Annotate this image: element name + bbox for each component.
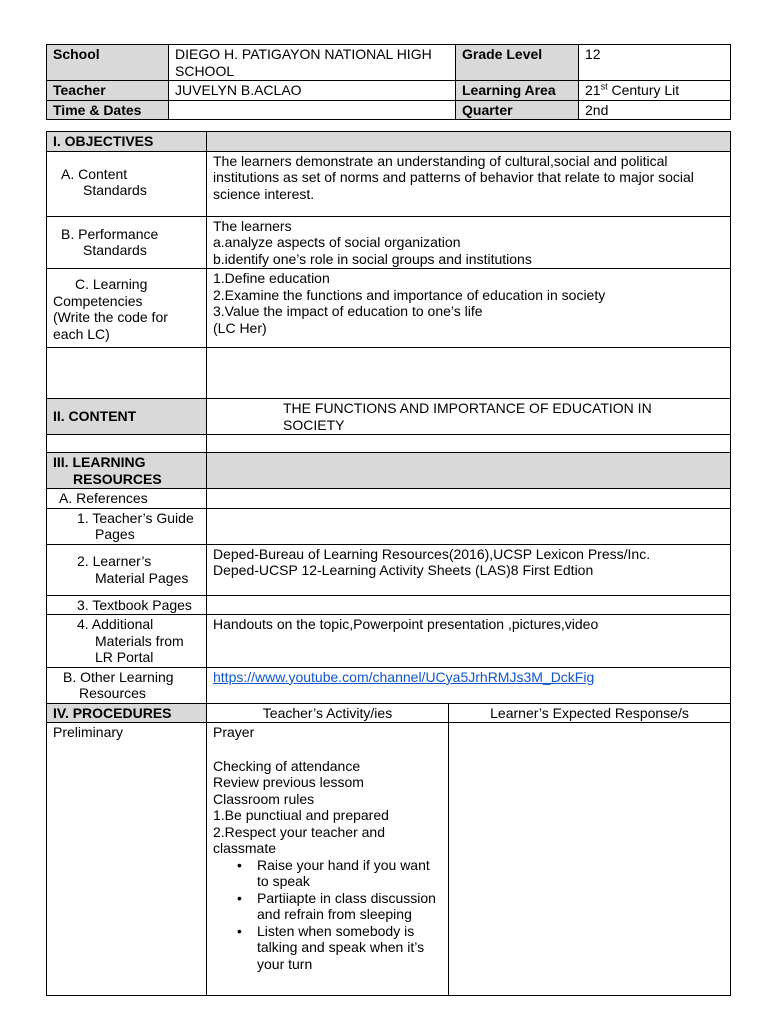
list-item: • Partiiapte in class discussion and refrain from sleeping bbox=[237, 889, 436, 923]
objectives-heading: I. OBJECTIVES bbox=[47, 132, 207, 152]
learning-competencies-label: C. Learning Competencies (Write the code for each LC) bbox=[47, 269, 207, 348]
bullet-icon: • bbox=[237, 856, 242, 873]
textbook-pages-label: 3. Textbook Pages bbox=[47, 595, 207, 615]
procedures-heading: IV. PROCEDURES bbox=[47, 703, 207, 723]
quarter-value: 2nd bbox=[579, 100, 731, 120]
additional-materials-label: 4. Additional Materials from LR Portal bbox=[47, 615, 207, 668]
other-resources-label: B. Other Learning Resources bbox=[47, 667, 207, 703]
learner-response-header: Learner’s Expected Response/s bbox=[449, 703, 731, 723]
header-table bbox=[46, 44, 731, 120]
preliminary-label: Preliminary bbox=[47, 723, 207, 996]
list-item: • Raise your hand if you want to speak bbox=[237, 856, 430, 890]
content-standards-label: A. Content Standards bbox=[47, 151, 207, 216]
textbook-pages-value bbox=[207, 595, 731, 615]
content-text: THE FUNCTIONS AND IMPORTANCE OF EDUCATION IN SOCIETY bbox=[207, 399, 731, 435]
objectives-heading-fill bbox=[207, 132, 731, 152]
teacher-label: Teacher bbox=[47, 81, 169, 101]
blank-row-value bbox=[207, 348, 731, 399]
learning-resources-heading: III. LEARNING RESOURCES bbox=[47, 453, 207, 489]
performance-standards-label: B. Performance Standards bbox=[47, 216, 207, 269]
references-label: A. References bbox=[47, 489, 207, 509]
other-resources-value bbox=[207, 667, 731, 703]
learning-resources-heading-fill bbox=[207, 453, 731, 489]
bullet-icon: • bbox=[237, 889, 242, 906]
time-dates-label: Time & Dates bbox=[47, 100, 169, 120]
classroom-rules-list bbox=[213, 857, 442, 973]
content-standards-text: The learners demonstrate an understanding of cultural,social and political institutions as set of norms and patterns of behavior that relate to major social science interest. bbox=[207, 151, 731, 216]
teacher-guide-label: 1. Teacher’s Guide Pages bbox=[47, 508, 207, 544]
school-value: DIEGO H. PATIGAYON NATIONAL HIGH SCHOOL bbox=[169, 45, 456, 81]
teacher-value: JUVELYN B.ACLAO bbox=[169, 81, 456, 101]
content-heading: II. CONTENT bbox=[47, 399, 207, 435]
learning-area-label: Learning Area bbox=[456, 81, 579, 101]
learning-competencies-text: 1.Define education 2.Examine the functions and importance of education in society 3.Value the impact of education to one’s life (LC Her) bbox=[207, 269, 731, 348]
learning-area-value: 21st Century Lit bbox=[579, 81, 731, 101]
lesson-plan-table bbox=[46, 131, 731, 996]
time-dates-value bbox=[169, 100, 456, 120]
preliminary-learner-response bbox=[449, 723, 731, 996]
grade-level-label: Grade Level bbox=[456, 45, 579, 81]
learner-material-text: Deped-Bureau of Learning Resources(2016),UCSP Lexicon Press/Inc. Deped-UCSP 12-Learning Activity Sheets (LAS)8 First Edtion bbox=[207, 544, 731, 595]
references-value bbox=[207, 489, 731, 509]
blank-row-2-label bbox=[47, 435, 207, 453]
grade-level-value: 12 bbox=[579, 45, 731, 81]
additional-materials-text: Handouts on the topic,Powerpoint presentation ,pictures,video bbox=[207, 615, 731, 668]
youtube-channel-link[interactable]: https://www.youtube.com/channel/UCya5JrhRMJs3M_DckFig bbox=[213, 668, 595, 685]
teacher-activity-header: Teacher’s Activity/ies bbox=[207, 703, 449, 723]
list-item: • Listen when somebody is talking and speak when it’s your turn bbox=[237, 922, 425, 972]
teacher-guide-value bbox=[207, 508, 731, 544]
bullet-icon: • bbox=[237, 922, 242, 939]
preliminary-teacher-activity: Prayer Checking of attendance Review previous lessom Classroom rules 1.Be punctiual and prepared 2.Respect your teacher and classmate • Raise your hand if you want to speak • Partiiapte in class discussion and refrain from sleeping • Listen when somebody is talking and speak when it’s your turn bbox=[207, 723, 449, 996]
blank-row-label bbox=[47, 348, 207, 399]
school-label: School bbox=[47, 45, 169, 81]
performance-standards-text: The learners a.analyze aspects of social organization b.identify one’s role in social groups and institutions bbox=[207, 216, 731, 269]
blank-row-2-value bbox=[207, 435, 731, 453]
quarter-label: Quarter bbox=[456, 100, 579, 120]
learner-material-label: 2. Learner’s Material Pages bbox=[47, 544, 207, 595]
